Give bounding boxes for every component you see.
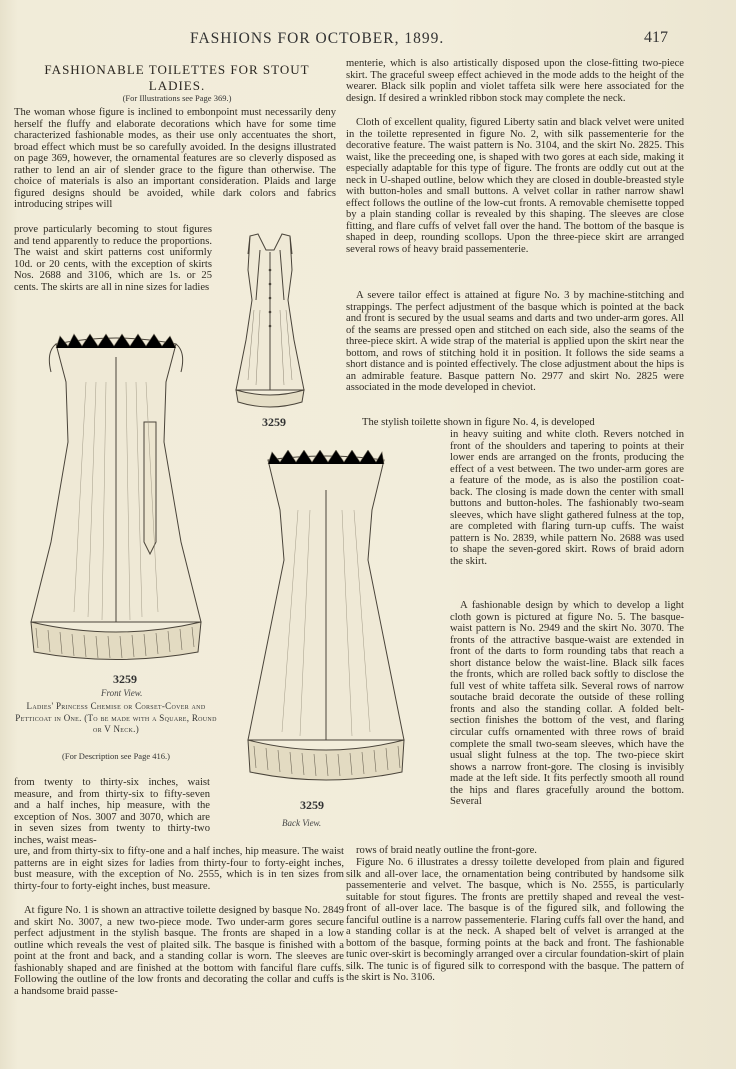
left-paragraph-intro: The woman whose figure is inclined to embonpoint must necessarily deny herself the fluffy and elaborate decorations which have for some time characterized fashionable modes, as their use only accentuates the short, broad effect which must be so carefully avoided. In the designs illustrated on page 369, however, the ornamental features are so cleverly disposed as rather to lend an air of slender grace to the figure than otherwise. The choice of materials is also an important consideration. Plaids and large figured designs should be avoided, while dark colors and fabrics introducing stripes will [14,107,336,211]
small-figure-number: 3259 [262,415,286,429]
article-title-line-2: LADIES. [148,78,206,93]
front-figure-number: 3259 [113,672,137,686]
right-paragraph-figure-5: A fashionable design by which to develop a light cloth gown is pictured at figure No. 5. The basque-waist pattern is No. 2949 and the skirt No. 3070. The fronts of the attractive basque-waist are extended in front of the darts to form rounding tabs that reach a short distance below the waist-line. Black silk faces the fronts, which are rolled back softly to disclose the full vest of white taffeta silk. Several rows of narrow soutache braid decorate the outside of these rolling fronts and also the standing collar. A folded belt-section finishes the bottom of the vest, and flaring circular cuffs ornamented with three rows of braid complete the small two-seam sleeves, which have the usual slight fulness at the top. The two-piece skirt shows a narrow front-gore. The closing is invisibly made at the left side. It fits perfectly smooth all round the hips and flares gracefully around the bottom. Several [450,600,684,808]
front-view-chemise-illustration [16,322,216,672]
running-header: FASHIONS FOR OCTOBER, 1899. [190,30,445,47]
right-paragraph-figure-4-start: The stylish toilette shown in figure No. 4, is developed [362,417,595,428]
page-number: 417 [644,29,668,46]
left-paragraph-figure-1: At figure No. 1 is shown an attractive toilette designed by basque No. 2849 and skirt No. 3007, a new two-piece mode. Two under-arm gores secure perfect adjustment in the stylish basque. The fronts are shaped in a low outline which reveals the vest of plaited silk. The basque is finished with a point at the front and back, and a standing collar is worn. The sleeves are fashionably shaped and are finished at the bottom with fanciful flare cuffs. Following the outline of the low fronts and decorating the collar and cuffs is a handsome braid passe- [14,905,344,997]
illustrations-note: (For Illustrations see Page 369.) [122,93,232,103]
back-view-label: Back View. [282,818,322,828]
left-paragraph-intro-narrow: prove particularly becoming to stout figures and tend apparently to reduce the proportions. The waist and skirt patterns cost uniformly 10d. or 20 cents, with the exception of skirts Nos. 2688 and 3106, which are 1s. or 25 cents. The skirts are all in nine sizes for ladies [14,224,212,293]
small-chemise-illustration [220,230,320,415]
right-paragraph-figure-2: Cloth of excellent quality, figured Liberty satin and black velvet were united in the toilette represented in figure No. 2, with silk passementerie for the decorative feature. The waist pattern is No. 3104, and the skirt No. 2825. This waist, like the preceeding one, is shaped with two gores at each side, making it especially adaptable for this type of figure. The fronts are oddly cut out at the neck in U-shaped outline, below which they are closed in double-breasted style with button-holes and small buttons. A velvet collar in rather narrow shawl effect follows the outline of the low-cut fronts. A removable chemisette topped by a plain standing collar is revealed by this shaping. The sleeves are close fitting, and flare cuffs of velvet fall over the hand. The bottom of the basque is shaped in deep, rounding scollops. Upon the three-piece skirt are arranged several rows of heavy braid passementerie. [346,117,684,256]
front-view-label: Front View. [101,688,143,698]
left-paragraph-sizes: from twenty to thirty-six inches, waist measure, and from thirty-six to fifty-seven and a half inches, hip measure, with the exception of Nos. 3007 and 3070, which are in seven sizes from twenty to thirty-two inches, waist meas- [14,777,210,846]
article-title-line-1: FASHIONABLE TOILETTES FOR STOUT [44,62,310,77]
article-title [18,62,336,94]
right-paragraph-figure-5-end: rows of braid neatly outline the front-gore. [356,845,537,856]
right-paragraph-figure-4: in heavy suiting and white cloth. Revers notched in front of the shoulders and tapering to points at their lower ends are arranged on the fronts, producing the effect of a vest between. The two under-arm gores are a feature of the mode, as is also the postilion coat-back. The closing is made down the center with small buttons and button-holes. The fashionably two-seam sleeves, which have slight gathered fulness at the top, are completed with flaring turn-up cuffs. The waist pattern is No. 2839, while pattern No. 2688 was used to shape the seven-gored skirt. Rows of braid adorn the skirt. [450,429,684,568]
right-paragraph-figure-3: A severe tailor effect is attained at figure No. 3 by machine-stitching and strappings. The perfect adjustment of the basque which is pointed at the back and front is secured by the usual seams and darts and two under-arm gores. All of the seams are pressed open and stitched on each side, also the seams of the three-piece skirt. A wide strap of the material is applied upon the skirt near the bottom, and rows of stitching hold it in position. It follows the side seams a short distance and is pointed effectively. The close adjustment about the hips is an admirable feature. Basque pattern No. 2977 and skirt No. 2825 were associated in the mode developed in cheviot. [346,290,684,394]
right-paragraph-figure-6: Figure No. 6 illustrates a dressy toilette developed from plain and figured silk and all-over lace, the ornamentation being contributed by handsome silk passementerie and velvet. The basque, which is No. 2555, is particularly suitable for stout figures. The fronts are prettily shaped and reveal the vest-front of all-over lace. The basque is of the figured silk, and following the fanciful outline is a narrow passementerie. Flaring cuffs fall over the hand, and a standing collar is at the neck. A shaped belt of velvet is arranged at the bottom of the basque, forming points at the back and front. The fashionable tunic over-skirt is becomingly arranged over a circular foundation-skirt of plain silk. The tunic is of figured silk to correspond with the basque. The pattern of the skirt is No. 3106. [346,857,684,984]
figure-caption: Ladies' Princess Chemise or Corset-Cover and Petticoat in One. (To be made with a Square, Round or V Neck.) [15,701,217,734]
description-note: (For Description see Page 416.) [62,751,170,761]
right-paragraph-figure-1-cont: menterie, which is also artistically disposed upon the close-fitting two-piece skirt. The graceful sweep effect achieved in the mode adds to the height of the wearer. Black silk poplin and violet taffeta silk were here associated for the design. If desired a wrinkled ribbon stock may complete the neck. [346,58,684,104]
back-view-chemise-illustration [226,450,426,800]
back-figure-number: 3259 [300,798,324,812]
left-paragraph-sizes-cont: ure, and from thirty-six to fifty-one and a half inches, hip measure. The waist patterns are in eight sizes for ladies from thirty-four to forty-eight inches, bust measure, with the exception of No. 2555, which is in ten sizes from thirty-four to forty-eight inches, bust measure. [14,846,344,892]
